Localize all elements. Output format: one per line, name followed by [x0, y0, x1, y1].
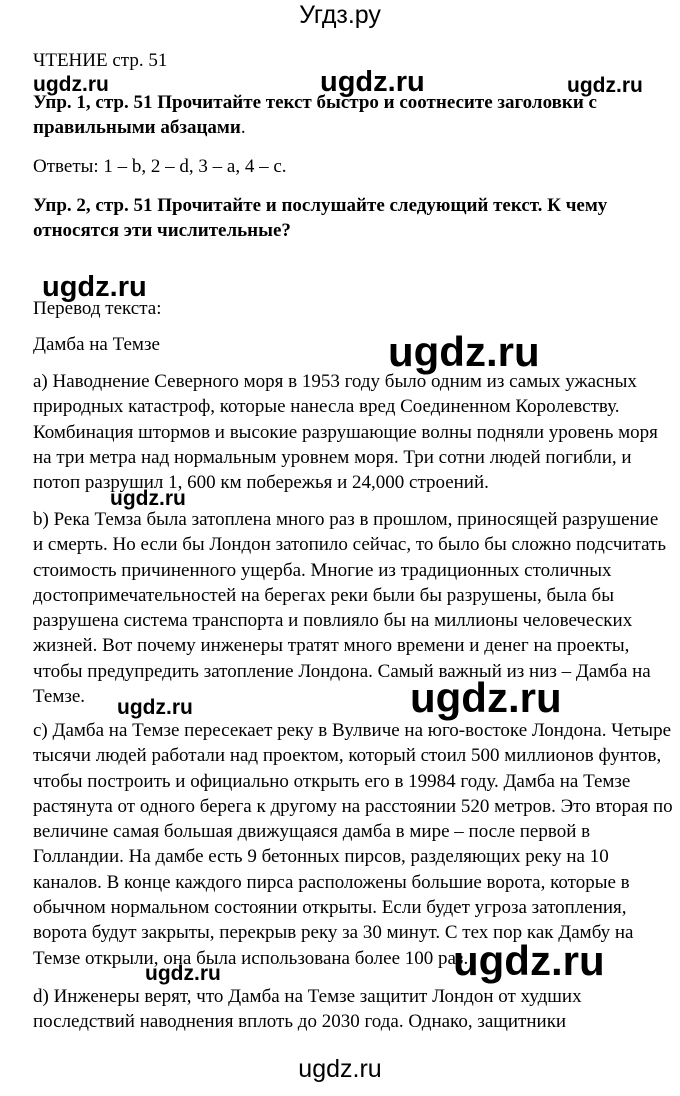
paragraph-c: c) Дамба на Темзе пересекает реку в Вулвиче на юго-востоке Лондона. Четыре тысячи людей работали над проектом, который стоил 500 миллионов фунтов, чтобы построить и официально открыть его в 19984 году. Дамба на Темзе растянута от одного берега к другому на расстоянии 520 метров. Это вторая по величине самая большая движущаяся дамба в мире – после первой в Голландии. На дамбе есть 9 бетонных пирсов, разделяющих реку на 10 каналов. В конце каждого пирса расположены большие ворота, которые в обычном нормальном состоянии открыты. Если будет угроза затопления, ворота будут закрыты, перекрыв реку за 30 минут. С тех пор как Дамбу на Темзе открыли, она была использована более 100 раз.: [33, 720, 673, 969]
watermark: ugdz.ru: [110, 487, 186, 510]
watermark: ugdz.ru: [33, 73, 109, 96]
text-title: Дамба на Темзе: [33, 334, 160, 355]
exercise-1-instruction-end: правильными абзацами: [33, 117, 241, 138]
watermark: ugdz.ru: [388, 328, 540, 375]
exercise-1-line-1: [33, 91, 597, 115]
watermark: ugdz.ru: [410, 674, 562, 721]
watermark: ugdz.ru: [42, 271, 147, 303]
exercise-1-instruction: Прочитайте текст быстро и соотнесите заголовки с: [157, 92, 597, 113]
exercise-1-period: .: [240, 117, 246, 138]
watermark: ugdz.ru: [145, 962, 221, 985]
section-heading: ЧТЕНИЕ стр. 51: [33, 50, 168, 71]
watermark: ugdz.ru: [567, 74, 643, 97]
exercise-1-line-2: [33, 116, 246, 140]
footer-watermark: ugdz.ru: [298, 1055, 382, 1083]
watermark: ugdz.ru: [453, 937, 605, 984]
watermark: ugdz.ru: [117, 696, 193, 719]
paragraph-a: a) Наводнение Северного моря в 1953 году было одним из самых ужасных природных катастроф, которые нанесла вред Соединенном Королевству. Комбинация штормов и высокие разрушающие волны подняли уровень моря на три метра над нормальным уровнем моря. Три сотни людей погибли, и потоп разрушил 1, 600 км побережья и 24,000 строений.: [33, 371, 658, 494]
translation-label: Перевод текста:: [33, 298, 162, 319]
watermark: ugdz.ru: [320, 66, 425, 98]
exercise-2-line-2: относятся эти числительные?: [33, 220, 291, 241]
site-title: Угдз.ру: [299, 1, 381, 29]
exercise-1-label: Упр. 1, стр. 51: [33, 92, 153, 113]
answers: Ответы: 1 – b, 2 – d, 3 – a, 4 – c.: [33, 156, 287, 177]
paragraph-d: d) Инженеры верят, что Дамба на Темзе защитит Лондон от худших последствий наводнения вплоть до 2030 года. Однако, защитники: [33, 986, 582, 1033]
exercise-2-line-1: Упр. 2, стр. 51 Прочитайте и послушайте следующий текст. К чему: [33, 195, 608, 216]
paragraph-b: b) Река Темза была затоплена много раз в прошлом, приносящей разрушение и смерть. Но если бы Лондон затопило сейчас, то было бы сложно подсчитать стоимость причиненного ущерба. Многие из традиционных столичных достопримечательностей на берегах реки были бы разрушены, была бы разрушена система транспорта и повлияло бы на миллионы человеческих жизней. Вот почему инженеры тратят много времени и денег на проекты, чтобы предупредить затопление Лондона. Самый важный из низ – Дамба на Темзе.: [33, 509, 666, 708]
